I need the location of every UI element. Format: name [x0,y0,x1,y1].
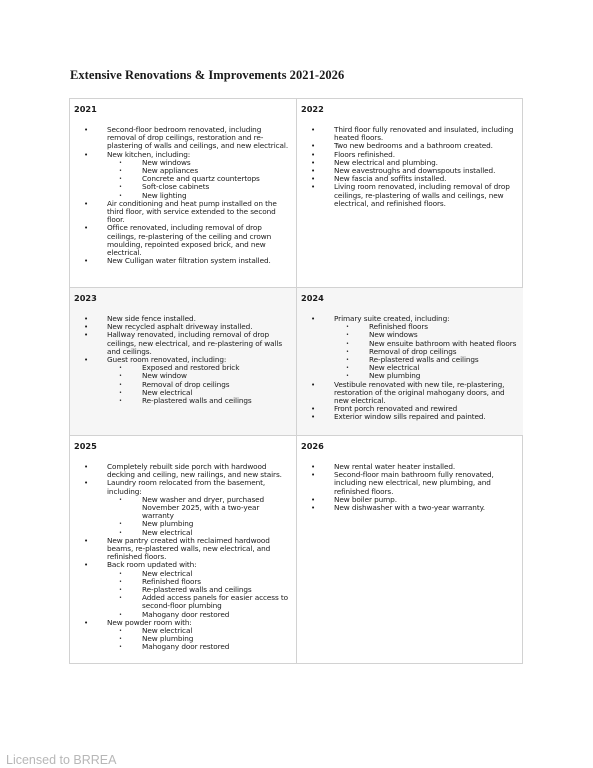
sub-list-item: • New lighting [107,192,292,200]
sub-list-item: • Soft-close cabinets [107,183,292,191]
sub-list-item: • New window [107,372,292,380]
list-item [70,561,292,618]
sub-list-item: • Mahogany door restored [107,611,292,619]
list-item [70,257,292,265]
list-item [70,151,292,200]
sub-list-item: • Exposed and restored brick [107,364,292,372]
year-heading: 2021 [74,104,97,114]
list-item-text: Air conditioning and heat pump installed on the third floor, with service extended to the second floor. [107,198,277,225]
list-item [70,619,292,652]
sub-list-item: • New plumbing [107,520,292,528]
sub-list-item: • New windows [107,159,292,167]
year-heading: 2025 [74,441,97,451]
sub-list-item: • New electrical [107,389,292,397]
list-item-text: Back room updated with: [107,560,197,570]
sub-list-item: • New plumbing [334,372,519,380]
sub-list-item: • Added access panels for easier access to second-floor plumbing [107,594,292,610]
list-item-text: Guest room renovated, including: [107,355,227,365]
list-item-text: New recycled asphalt driveway installed. [107,322,253,332]
cell-2025 [70,436,297,663]
list-item-text: New kitchen, including: [107,149,191,159]
list-item-text: Front porch renovated and rewired [334,404,458,414]
list-item-text: New powder room with: [107,617,192,627]
year-heading: 2022 [301,104,324,114]
sub-list [107,364,292,405]
sub-list-item: • Refinished floors [107,578,292,586]
item-list [70,126,292,265]
sub-list [107,496,292,537]
list-item-text: Hallway renovated, including removal of drop ceilings, new electrical, and re-plastering of walls and ceilings. [107,330,283,356]
list-item-text: Floors refinished. [334,149,395,159]
item-list [297,126,519,208]
list-item-text: Two new bedrooms and a bathroom created. [334,141,493,151]
sub-list-item: • Refinished floors [334,323,519,331]
cell-2026 [297,436,523,663]
sub-list-item: • Concrete and quartz countertops [107,175,292,183]
sub-list-item: • New electrical [107,627,292,635]
year-heading: 2026 [301,441,324,451]
sub-list-item: • New washer and dryer, purchased November 2025, with a two-year warranty [107,496,292,521]
item-list [297,315,519,422]
list-item-text: Primary suite created, including: [334,314,450,323]
list-item [70,224,292,257]
item-list [70,463,292,652]
list-item-text: Vestibule renovated with new tile, re-plastering, restoration of the original mahogany doors, and new electrical. [334,379,505,406]
list-item-text: Second-floor bedroom renovated, including removal of drop ceilings, restoration and re-plastering of walls and ceilings, and new electrical. [107,125,289,151]
sub-list-item: • Re-plastered walls and ceilings [107,397,292,405]
list-item-text: New dishwasher with a two-year warranty. [334,503,485,513]
sub-list-item: • New windows [334,331,519,339]
item-list [297,463,519,512]
list-item-text: Exterior window sills repaired and painted. [334,412,486,422]
cell-2023 [70,288,297,436]
sub-list-item: • New electrical [334,364,519,372]
item-list [70,315,292,405]
cell-2021 [70,99,297,288]
sub-list-item: • Mahogany door restored [107,643,292,651]
list-item [297,471,519,496]
list-item-text: New rental water heater installed. [334,462,456,471]
list-item [297,504,519,512]
list-item [297,315,519,381]
list-item-text: New eavestroughs and downspouts installed. [334,166,496,176]
list-item [70,331,292,356]
list-item [70,463,292,479]
sub-list-item: • New electrical [107,529,292,537]
list-item-text: Living room renovated, including removal of drop ceilings, re-plastering of walls and ceilings, new electrical, and refinished floors. [334,182,510,208]
sub-list [334,323,519,380]
cell-2022 [297,99,523,288]
sub-list-item: • New plumbing [107,635,292,643]
sub-list-item: • Re-plastered walls and ceilings [334,356,519,364]
list-item [297,126,519,142]
renovations-table [69,98,523,664]
list-item-text: Office renovated, including removal of drop ceilings, re-plastering of the ceiling and crown moulding, repointed exposed brick, and new electrical. [107,223,272,258]
sub-list-item: • Removal of drop ceilings [107,381,292,389]
list-item [297,381,519,406]
list-item-text: New Culligan water filtration system installed. [107,256,271,266]
list-item [297,413,519,421]
list-item-text: Third floor fully renovated and insulated, including heated floors. [334,125,514,143]
list-item-text: New boiler pump. [334,494,397,504]
list-item-text: Second-floor main bathroom fully renovated, including new electrical, new plumbing, and refinished floors. [334,470,494,496]
list-item-text: New side fence installed. [107,314,196,323]
sub-list-item: • New appliances [107,167,292,175]
list-item-text: New pantry created with reclaimed hardwood beams, re-plastered walls, new electrical, and refinished floors. [107,535,271,562]
document-title: Extensive Renovations & Improvements 2021-2026 [70,68,345,82]
year-heading: 2023 [74,293,97,303]
list-item-text: New electrical and plumbing. [334,157,438,167]
list-item [70,126,292,151]
list-item-text: Completely rebuilt side porch with hardwood decking and ceiling, new railings, and new stairs. [107,462,282,480]
sub-list [107,159,292,200]
list-item [70,479,292,536]
sub-list-item: • Removal of drop ceilings [334,348,519,356]
list-item [70,537,292,562]
sub-list [107,627,292,652]
license-watermark: Licensed to BRREA [6,753,117,767]
list-item [297,183,519,208]
cell-2024 [297,288,523,436]
list-item [70,356,292,405]
sub-list [107,570,292,619]
list-item [70,200,292,225]
list-item-text: New fascia and soffits installed. [334,174,447,184]
list-item-text: Laundry room relocated from the basement, including: [107,478,266,496]
sub-list-item: • New ensuite bathroom with heated floors [334,340,519,348]
year-heading: 2024 [301,293,324,303]
sub-list-item: • Re-plastered walls and ceilings [107,586,292,594]
sub-list-item: • New electrical [107,570,292,578]
list-item [297,142,519,150]
